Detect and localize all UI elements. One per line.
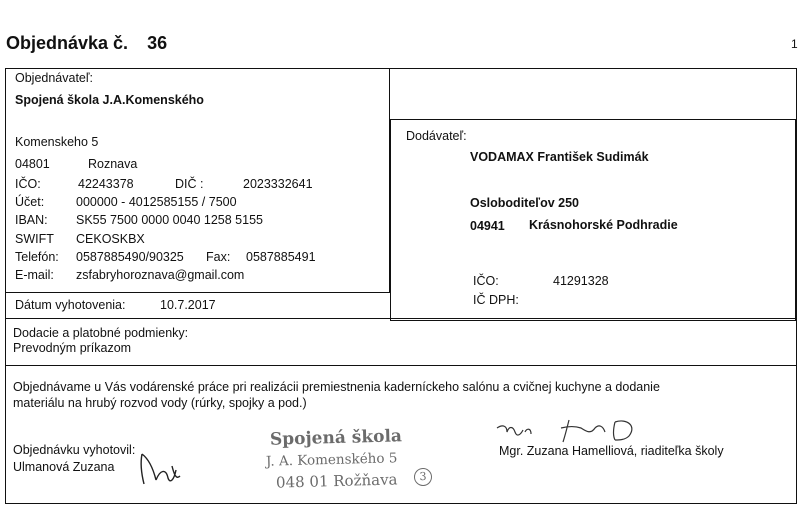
buyer-email-label: E-mail: — [15, 268, 54, 282]
supplier-label: Dodávateľ: — [406, 129, 467, 143]
director-signature — [495, 414, 655, 448]
buyer-swift: CEKOSKBX — [76, 232, 145, 246]
supplier-ico: 41291328 — [553, 274, 609, 288]
school-stamp-number-text: 3 — [419, 469, 427, 484]
divider-body — [5, 365, 797, 366]
divider-date — [5, 292, 390, 293]
buyer-city: Roznava — [88, 157, 138, 171]
buyer-account-label: Účet: — [15, 195, 45, 209]
supplier-ico-label: IČO: — [473, 274, 499, 288]
order-text-line1: Objednávame u Vás vodárenské práce pri realizácii premiestnenia kaderníckeho salónu a cvičnej kuchyne a dodanie — [13, 380, 660, 394]
order-title-label: Objednávka č. — [6, 33, 129, 53]
issued-by-label: Objednávku vyhotovil: — [13, 443, 136, 457]
page-number: 1 — [791, 37, 798, 51]
supplier-icdph-label: IČ DPH: — [473, 293, 519, 307]
date-value: 10.7.2017 — [160, 298, 216, 312]
director-signature-line: Mgr. Zuzana Hamelliová, riaditeľka školy — [499, 444, 724, 458]
buyer-phone: 0587885490/90325 — [76, 250, 184, 264]
school-stamp-line1: Spojená škola — [269, 426, 403, 450]
buyer-fax-label: Fax: — [206, 250, 231, 264]
buyer-dic: 2023332641 — [243, 177, 313, 191]
buyer-ico-label: IČO: — [15, 177, 41, 191]
buyer-label: Objednávateľ: — [15, 71, 94, 85]
supplier-zip: 04941 — [470, 219, 505, 233]
buyer-dic-label: DIČ : — [175, 177, 204, 191]
date-label: Dátum vyhotovenia: — [15, 298, 126, 312]
terms-value: Prevodným príkazom — [13, 341, 132, 355]
buyer-name: Spojená škola J.A.Komenského — [15, 93, 204, 107]
supplier-street: Osloboditeľov 250 — [470, 196, 580, 210]
issued-by-name: Ulmanová Zuzana — [13, 460, 115, 474]
supplier-name: VODAMAX František Sudimák — [470, 150, 649, 164]
buyer-swift-label: SWIFT — [15, 232, 54, 246]
buyer-street: Komenskeho 5 — [15, 135, 99, 149]
order-number: 36 — [147, 33, 168, 53]
buyer-ico: 42243378 — [78, 177, 134, 191]
terms-label: Dodacie a platobné podmienky: — [13, 326, 189, 340]
school-stamp-line3: 048 01 Rožňava — [275, 470, 398, 492]
order-text-line2: materiálu na hrubý rozvod vody (rúrky, spojky a pod.) — [13, 396, 307, 410]
issuer-signature — [136, 450, 186, 490]
buyer-iban: SK55 7500 0000 0040 1258 5155 — [76, 213, 263, 227]
buyer-fax: 0587885491 — [246, 250, 316, 264]
school-stamp-line2: J. A. Komenského 5 — [265, 450, 398, 470]
buyer-account: 000000 - 4012585155 / 7500 — [76, 195, 237, 209]
buyer-iban-label: IBAN: — [15, 213, 48, 227]
buyer-email: zsfabryhoroznava@gmail.com — [76, 268, 245, 282]
order-title — [6, 33, 167, 54]
buyer-phone-label: Telefón: — [15, 250, 59, 264]
supplier-city: Krásnohorské Podhradie — [529, 218, 678, 232]
buyer-zip: 04801 — [15, 157, 50, 171]
